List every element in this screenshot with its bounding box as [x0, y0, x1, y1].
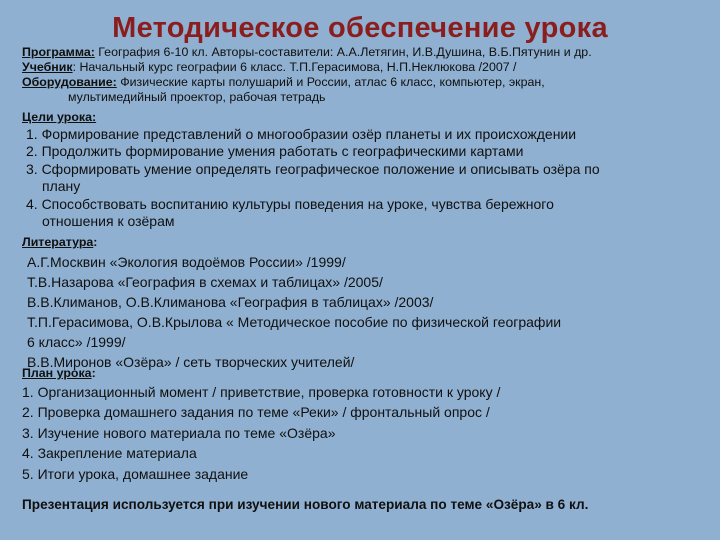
program-row — [22, 45, 712, 60]
literature-item: В.В.Климанов, О.В.Климанова «География в таблицах» /2003/ — [27, 294, 434, 310]
literature-item: 6 класс» /1999/ — [27, 334, 126, 350]
plan-item: 3. Изучение нового материала по теме «Озёра» — [22, 424, 336, 441]
literature-item: А.Г.Москвин «Экология водоёмов России» /1999/ — [27, 254, 346, 270]
literature-label-text: Литература — [22, 235, 94, 249]
textbook-label: Учебник — [22, 60, 73, 74]
program-text: География 6-10 кл. Авторы-составители: А.А.Летягин, И.В.Душина, В.Б.Пятунин и др. — [94, 45, 592, 59]
equipment-text: Физические карты полушарий и России, атлас 6 класс, компьютер, экран, — [116, 75, 545, 89]
goal-item-continuation: отношения к озёрам — [42, 213, 175, 230]
literature-label-suffix: : — [93, 235, 98, 249]
literature-item: В.В.Миронов «Озёра» / сеть творческих учителей/ — [27, 354, 355, 370]
equipment-label: Оборудование: — [22, 75, 117, 89]
plan-list — [22, 382, 702, 484]
literature-item: Т.В.Назарова «География в схемах и таблицах» /2005/ — [27, 274, 383, 290]
plan-item: 2. Проверка домашнего задания по теме «Реки» / фронтальный опрос / — [22, 404, 490, 421]
literature-list — [27, 252, 707, 372]
goal-item-continuation: плану — [42, 178, 81, 195]
plan-label-suffix: : — [91, 366, 96, 380]
literature-label — [22, 235, 97, 249]
literature-item: Т.П.Герасимова, О.В.Крылова « Методическое пособие по физической географии — [27, 314, 562, 330]
page-title: Методическое обеспечение урока — [112, 12, 608, 44]
plan-item: 1. Организационный момент / приветствие, проверка готовности к уроку / — [22, 384, 501, 400]
equipment-continuation: мультимедийный проектор, рабочая тетрадь — [68, 90, 326, 104]
plan-label — [22, 366, 96, 380]
goal-item: 2. Продолжить формирование умения работать с географическими картами — [26, 143, 524, 160]
meta-block — [22, 45, 712, 105]
plan-item: 4. Закрепление материала — [22, 445, 197, 462]
plan-item: 5. Итоги урока, домашнее задание — [22, 465, 249, 482]
footer-note: Презентация используется при изучении нового материала по теме «Озёра» в 6 кл. — [22, 497, 589, 512]
goal-item: 4. Способствовать воспитанию культуры поведения на уроке, чувства бережного — [26, 195, 554, 212]
textbook-text: : Начальный курс географии 6 класс. Т.П.Герасимова, Н.П.Неклюкова /2007 / — [72, 60, 517, 74]
equipment-row — [22, 75, 712, 90]
goal-item: 3. Сформировать умение определять географическое положение и описывать озёра по — [26, 160, 600, 177]
goals-label: Цели урока: — [22, 110, 97, 124]
plan-label-text: План урока — [22, 366, 92, 380]
goals-list — [26, 126, 706, 230]
textbook-row — [22, 60, 712, 75]
program-label: Программа: — [22, 45, 95, 59]
goal-item: 1. Формирование представлений о многообразии озёр планеты и их происхождении — [26, 126, 577, 142]
